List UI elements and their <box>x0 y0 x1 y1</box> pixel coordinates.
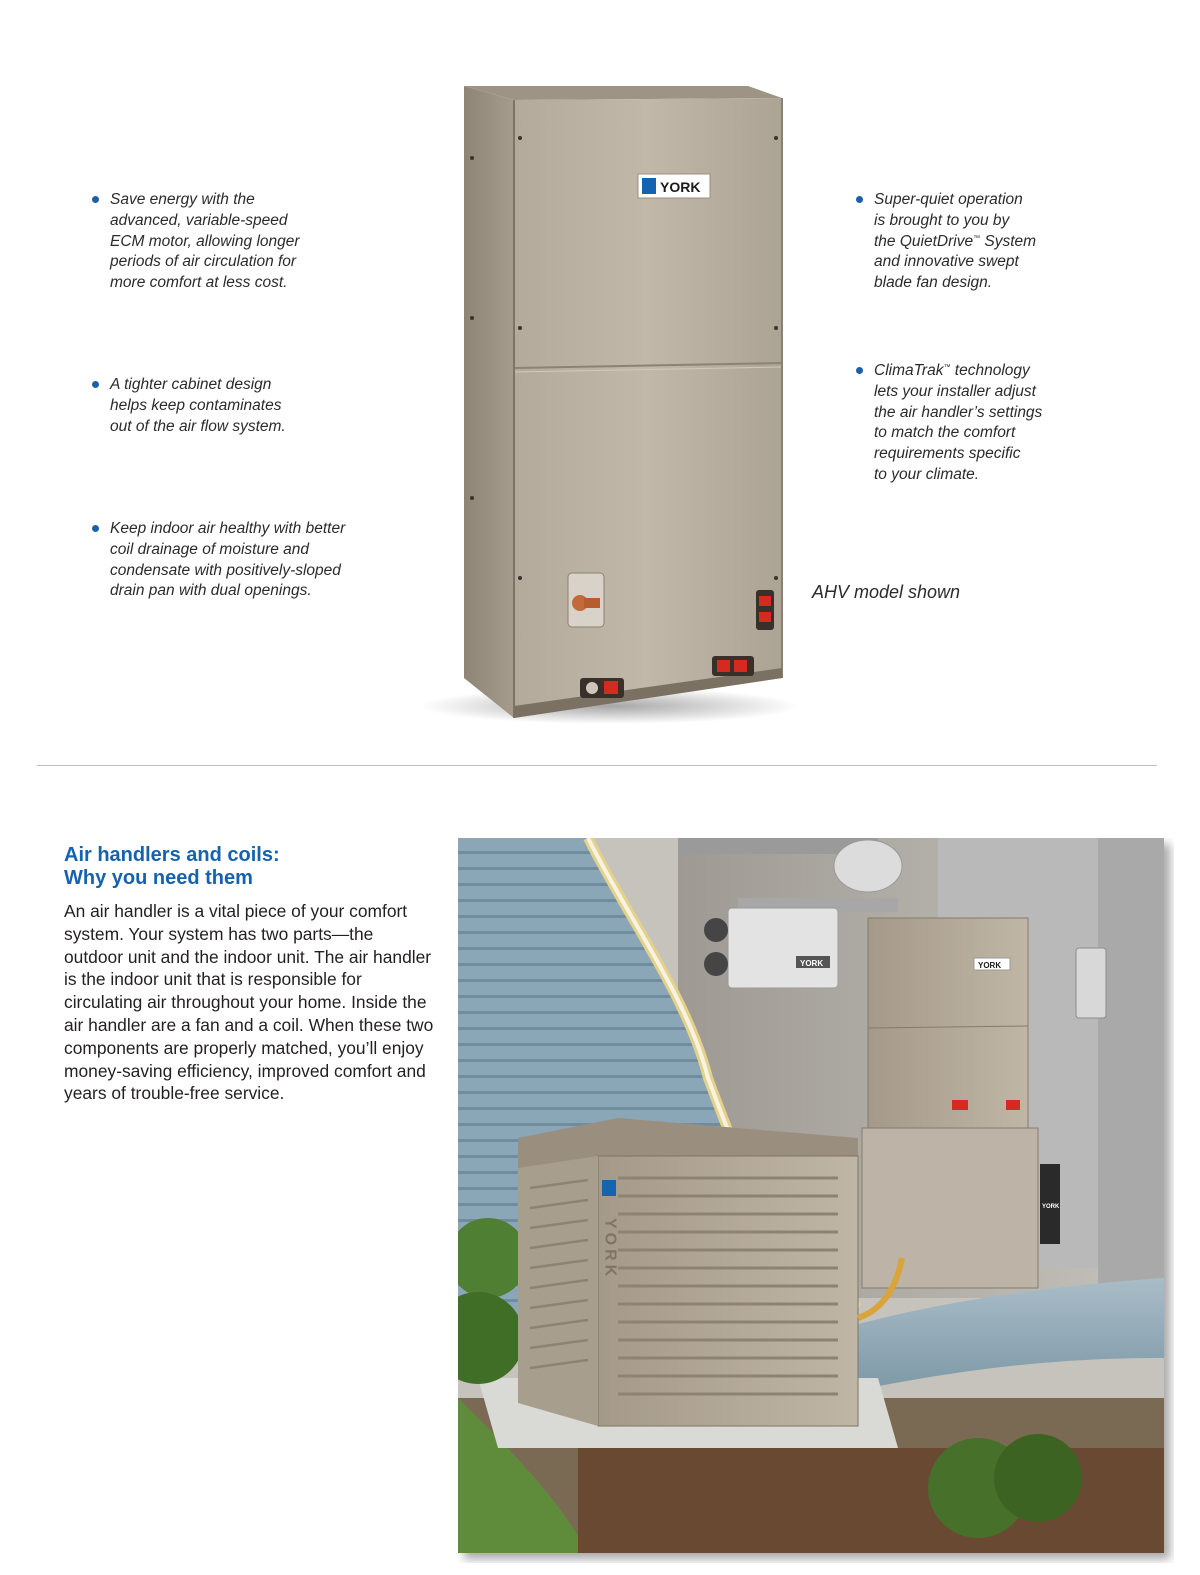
heading-line-1: Air handlers and coils: <box>64 844 280 866</box>
feature-text: Keep indoor air healthy with better coil drainage of moisture and condensate with positively-sloped drain pan with dual openings. <box>110 520 346 600</box>
feature-bullet-cabinet <box>92 375 360 437</box>
outdoor-condenser-unit-icon <box>518 1118 858 1426</box>
feature-text-a: Super-quiet operation is brought to you by the QuietDrive <box>874 191 1023 250</box>
trademark-mark: ™ <box>973 234 981 242</box>
air-handler-product-image <box>420 78 800 728</box>
outdoor-logo-text: YORK <box>601 1218 619 1281</box>
york-logo <box>638 174 710 198</box>
feature-text <box>874 361 1104 486</box>
feature-text-a: ClimaTrak <box>874 362 944 379</box>
section-body: An air handler is a vital piece of your comfort system. Your system has two parts—the outdoor unit and the indoor unit. The air handler is the indoor unit that is responsible for circulating air throughout your home. Inside the air handler are a fan and a coil. When these two components are properly matched, you’ll enjoy money-saving efficiency, improved comfort and years of trouble-free service. <box>64 901 434 1104</box>
section-divider <box>37 765 1157 766</box>
bullet-dot-icon <box>856 196 863 203</box>
model-caption: AHV model shown <box>812 582 961 602</box>
bullet-dot-icon <box>92 525 99 532</box>
refrigerant-connection-icon <box>568 573 604 627</box>
section-heading <box>64 844 424 890</box>
furnace-logo-text: YORK <box>1042 1204 1060 1210</box>
filter-logo-text: YORK <box>800 959 824 968</box>
feature-text <box>874 190 1104 294</box>
bullet-dot-icon <box>92 381 99 388</box>
indoor-air-handler-icon <box>868 918 1028 1128</box>
thermostat-icon <box>1076 948 1106 1018</box>
trademark-mark: ™ <box>943 363 951 371</box>
feature-bullet-quietdrive <box>856 190 1104 294</box>
bullet-dot-icon <box>92 196 99 203</box>
heading-line-2: Why you need them <box>64 867 253 889</box>
handler-logo-text: YORK <box>978 961 1002 970</box>
home-system-illustration <box>458 838 1174 1563</box>
york-logo-text: YORK <box>660 179 701 195</box>
feature-bullet-climatrak <box>856 361 1104 486</box>
feature-text: A tighter cabinet design helps keep contaminates out of the air flow system. <box>110 376 286 435</box>
feature-bullet-ecm-motor <box>92 190 360 294</box>
bullet-dot-icon <box>856 367 863 374</box>
feature-text-b: System and innovative swept blade fan design. <box>874 232 1037 292</box>
feature-text-b: technology lets your installer adjust the air handler’s settings to match the comfort requirements specific to your climate. <box>874 362 1043 483</box>
furnace-icon <box>862 1128 1060 1288</box>
feature-text: Save energy with the advanced, variable-speed ECM motor, allowing longer periods of air circulation for more comfort at less cost. <box>110 191 300 292</box>
feature-bullet-drainage <box>92 519 400 602</box>
